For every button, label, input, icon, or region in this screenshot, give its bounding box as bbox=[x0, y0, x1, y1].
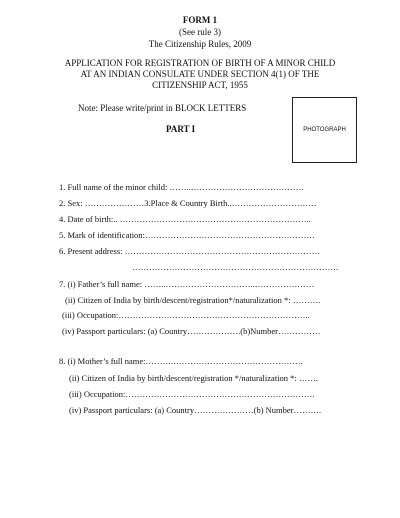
field-mother-occupation: (iii) Occupation:…………………………………………………………. bbox=[69, 389, 315, 399]
part-label: PART I bbox=[166, 124, 196, 134]
photograph-label: PHOTOGRAPH bbox=[303, 127, 346, 133]
application-title-line-1: APPLICATION FOR REGISTRATION OF BIRTH OF A MINOR CHILD bbox=[64, 58, 336, 68]
field-present-address-continued: ………………………………………………………………. bbox=[132, 262, 339, 272]
field-sex-place-birth: 2. Sex: …………………3.Place & Country Birth..………………………… bbox=[59, 198, 317, 208]
field-father-occupation: (iii) Occupation:………………………………………………………….. bbox=[62, 310, 310, 320]
field-date-of-birth: 4. Date of birth:.. ………………………………………………………….. bbox=[59, 214, 311, 224]
rules-name: The Citizenship Rules, 2009 bbox=[148, 39, 252, 49]
application-title-line-2: AT AN INDIAN CONSULATE UNDER SECTION 4(1) OF THE bbox=[80, 69, 320, 79]
application-title-line-3: CITIZENSHIP ACT, 1955 bbox=[152, 80, 248, 90]
field-full-name-minor: 1. Full name of the minor child: ……..…………………………………. bbox=[59, 182, 304, 192]
field-present-address: 6. Present address: …………………………………………………………… bbox=[59, 246, 321, 256]
field-mother-name: 8. (i) Mother’s full name:……….………………………………………. bbox=[59, 356, 303, 366]
form-title: FORM 1 bbox=[182, 15, 218, 25]
field-mother-citizenship: (ii) Citizen of India by birth/descent/registration */naturalization *: ……. bbox=[69, 373, 319, 383]
field-mother-passport: (iv) Passport particulars: (a) Country…………………(b) Number………. bbox=[69, 405, 322, 415]
field-father-passport: (iv) Passport particulars: (a) Country……………….(b)Number…………… bbox=[62, 326, 321, 336]
rule-reference: (See rule 3) bbox=[179, 27, 221, 37]
block-letters-note: Note: Please write/print in BLOCK LETTERS bbox=[78, 103, 247, 113]
field-father-citizenship: (ii) Citizen of India by birth/descent/registration*/naturalization *: ………. bbox=[65, 295, 321, 305]
field-mark-identification: 5. Mark of identification:…………………………………………………… bbox=[59, 230, 315, 240]
photograph-box bbox=[292, 97, 357, 163]
field-father-name: 7. (i) Father’s full name: ……..…………………………..………………… bbox=[59, 279, 315, 289]
